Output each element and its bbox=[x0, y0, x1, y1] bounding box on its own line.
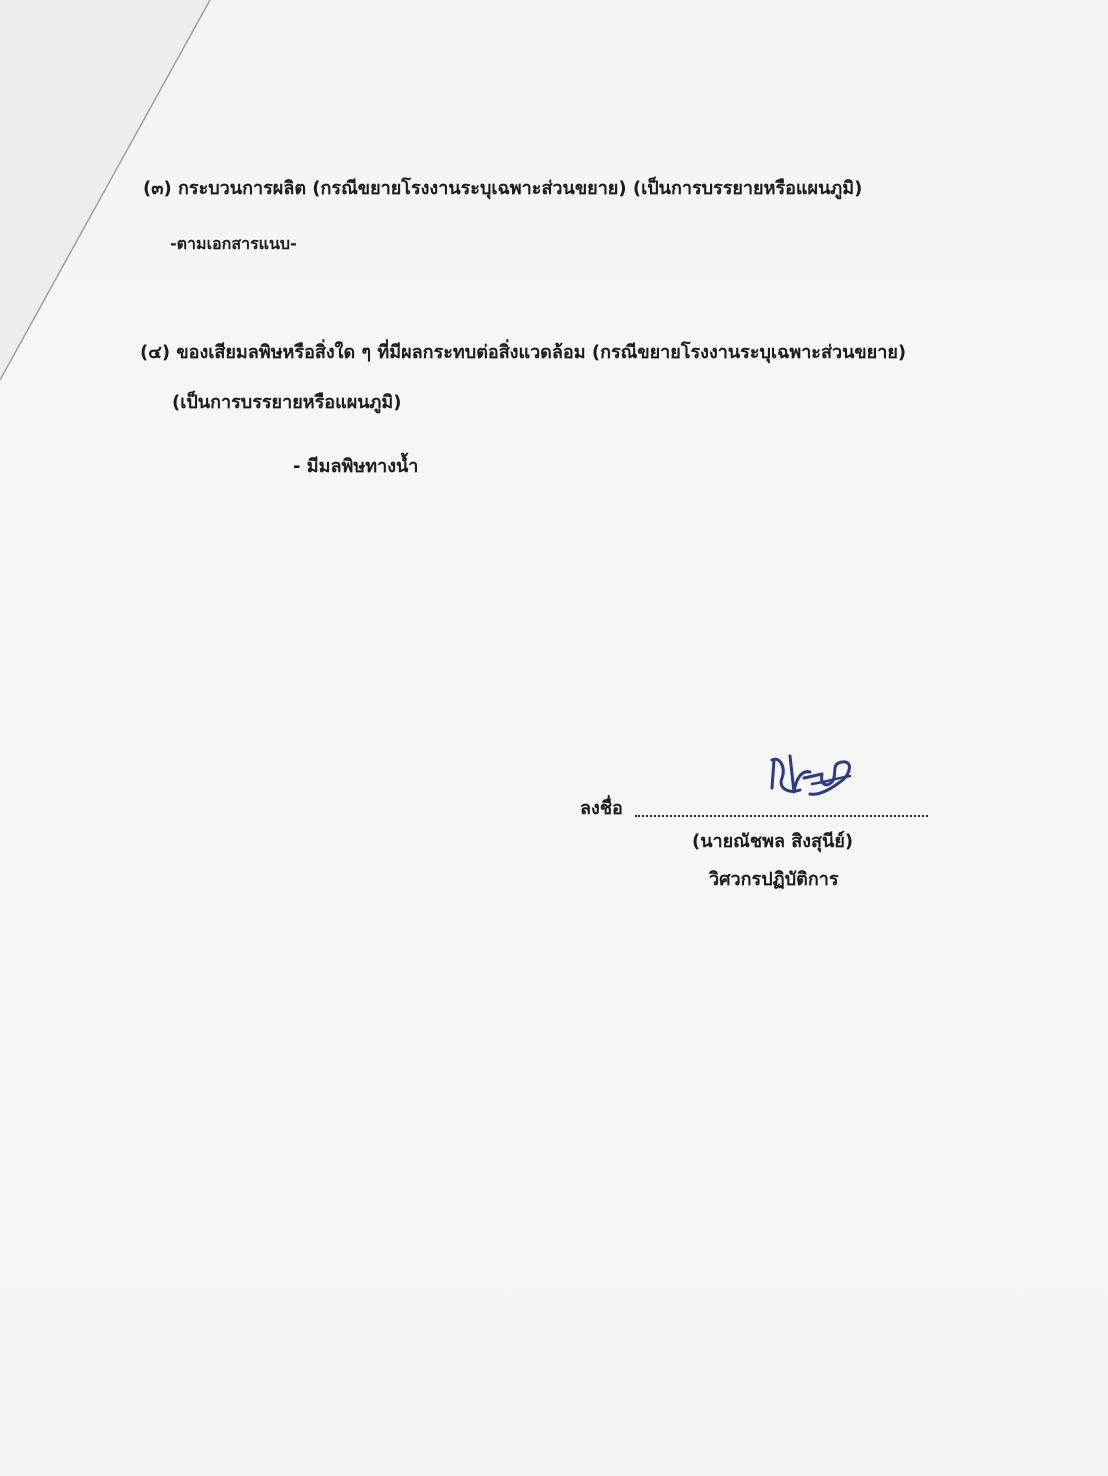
signer-title: วิศวกรปฏิบัติการ bbox=[709, 869, 839, 890]
section-4-heading: (๔) ของเสียมลพิษหรือสิ่งใด ๆ ที่มีผลกระทบต่อสิ่งแวดล้อม (กรณีขยายโรงงานระบุเฉพาะส่วนขยาย) bbox=[140, 342, 907, 363]
signature-line bbox=[580, 793, 930, 823]
handwritten-signature bbox=[760, 748, 860, 810]
section-4-heading-continuation: (เป็นการบรรยายหรือแผนภูมิ) bbox=[172, 392, 402, 413]
signature-label: ลงชื่อ bbox=[580, 798, 623, 819]
section-4-body: - มีมลพิษทางน้ำ bbox=[293, 456, 419, 477]
section-3-body: -ตามเอกสารแนบ- bbox=[170, 234, 297, 253]
section-3-heading: (๓) กระบวนการผลิต (กรณีขยายโรงงานระบุเฉพาะส่วนขยาย) (เป็นการบรรยายหรือแผนภูมิ) bbox=[143, 178, 863, 199]
signature-dotted-line bbox=[635, 815, 928, 817]
signer-name: (นายณัชพล สิงสุนีย์) bbox=[692, 831, 854, 852]
